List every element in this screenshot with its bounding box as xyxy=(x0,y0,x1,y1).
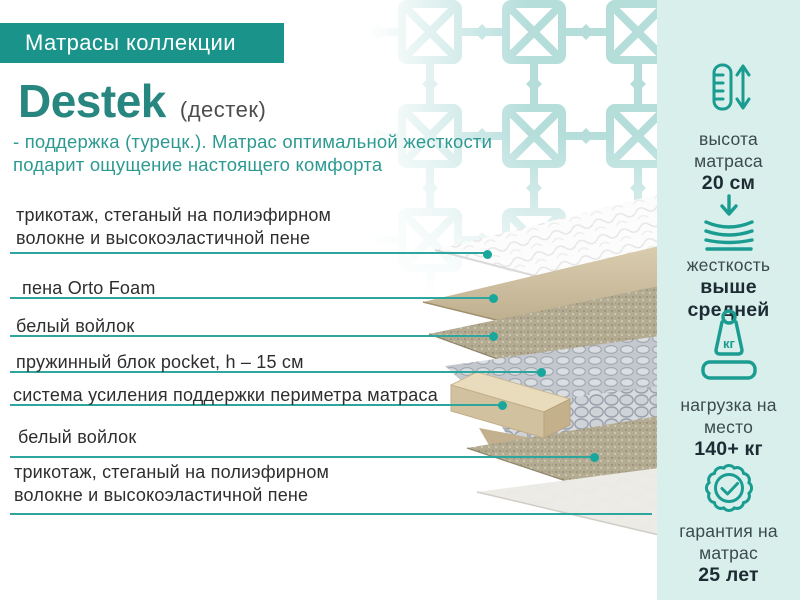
spec-warranty-value: 25 лет xyxy=(698,564,759,586)
spec-firmness-value: выше средней xyxy=(687,276,770,321)
spec-firmness-label: жесткость xyxy=(686,255,771,275)
product-title: Destek xyxy=(18,75,166,127)
layer-dot-perimeter-support xyxy=(498,401,507,410)
product-description-line2: подарит ощущение настоящего комфорта xyxy=(13,154,383,176)
layer-dot-felt-top xyxy=(489,332,498,341)
layer-connector-quilt-bottom xyxy=(10,513,652,515)
layer-label-felt-top: белый войлок xyxy=(16,316,135,336)
collection-banner xyxy=(0,23,284,63)
product-description xyxy=(13,130,492,176)
spec-height-value: 20 см xyxy=(701,172,756,194)
layer-label-perimeter-support: система усиления поддержки периметра матраса xyxy=(13,385,438,405)
product-transcription: (дестек) xyxy=(179,97,267,122)
warranty-badge-icon xyxy=(657,458,800,518)
product-title-row xyxy=(18,74,266,128)
layer-connector-quilt-top xyxy=(10,252,487,254)
layer-label-quilt-top: трикотаж, стеганый на полиэфирном волокне и высокоэластичной пене xyxy=(16,205,332,248)
mattress-height-icon xyxy=(657,62,800,112)
spec-load-label: нагрузка на место xyxy=(680,395,777,437)
layer-connector-felt-bottom xyxy=(10,456,594,458)
layer-label-orto-foam: пена Orto Foam xyxy=(22,278,156,298)
product-description-line1: - поддержка (турецк.). Матрас оптимальной жесткости xyxy=(13,131,493,152)
collection-banner-label: Матрасы коллекции xyxy=(25,30,236,55)
spec-warranty-label: гарантия на матрас xyxy=(679,521,778,563)
layer-dot-felt-bottom xyxy=(590,453,599,462)
layer-dot-quilt-top xyxy=(483,250,492,259)
layer-label-quilt-bottom: трикотаж, стеганый на полиэфирном волокне и высокоэластичной пене xyxy=(14,462,330,505)
spec-height-label: высота матраса xyxy=(694,129,763,171)
layer-label-spring-block: пружинный блок pocket, h – 15 см xyxy=(16,352,304,372)
mattress-diagram xyxy=(379,190,659,540)
layer-dot-orto-foam xyxy=(489,294,498,303)
specs-sidebar xyxy=(657,0,800,600)
spec-load-value: 140+ кг xyxy=(694,438,763,460)
firmness-icon xyxy=(657,194,800,252)
layer-dot-spring-block xyxy=(537,368,546,377)
layer-label-felt-bottom: белый войлок xyxy=(18,427,137,447)
svg-text:кг: кг xyxy=(722,336,735,351)
weight-load-icon xyxy=(657,308,800,382)
